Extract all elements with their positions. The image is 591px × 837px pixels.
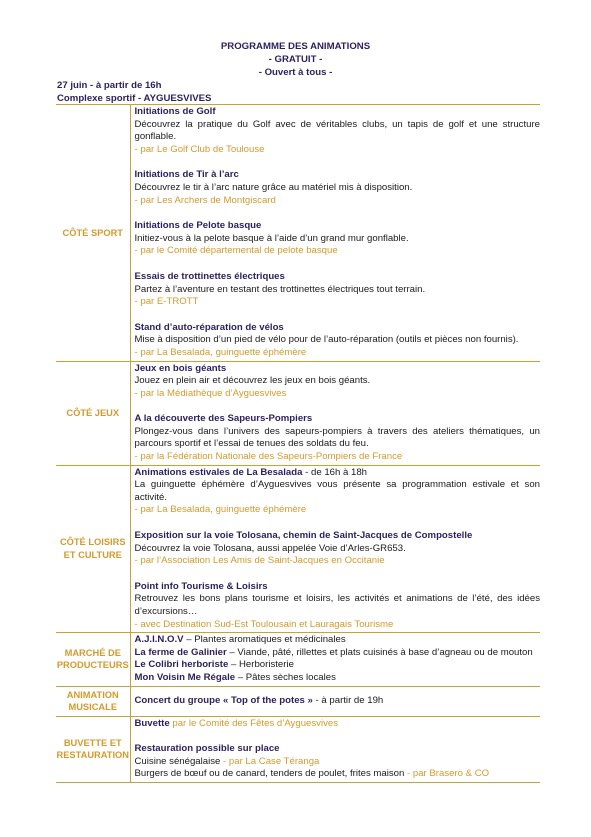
activity-title: A la découverte des Sapeurs-Pompiers <box>134 413 313 425</box>
activity-firefighters <box>135 413 541 463</box>
section-food <box>56 716 540 782</box>
activity-description: La guinguette éphémère d’Ayguesvives vous présente sa programmation estivale et son activité. <box>134 479 540 503</box>
activity-organizer: - avec Destination Sud-Est Toulousain et Lauragais Tourisme <box>134 618 394 630</box>
producer-products: – Pâtes sèches locales <box>235 671 336 683</box>
producer-name: Mon Voisin Me Régale <box>134 671 236 683</box>
section-games <box>56 361 540 465</box>
producer-name: A.J.I.N.O.V <box>134 634 184 646</box>
activity-tourism-info <box>135 581 541 631</box>
section-sport <box>56 105 540 362</box>
event-place: Complexe sportif - AYGUESVIVES <box>57 93 212 104</box>
category-music: ANIMATION MUSICALE <box>56 686 130 716</box>
activity-time: - de 16h à 18h <box>302 466 368 478</box>
activity-golf <box>135 106 541 156</box>
producer-row <box>135 672 541 685</box>
activity-description: Découvrez le tir à l’arc nature grâce au matériel mis à disposition. <box>134 181 413 193</box>
activity-pelote <box>135 220 541 258</box>
activity-description: Retrouvez les bons plans tourisme et loisirs, les activités et animations de l’été, des idées d’excursions… <box>134 593 540 617</box>
activity-organizer: - par Les Archers de Montgiscard <box>134 194 276 206</box>
producer-row <box>135 659 541 672</box>
activity-title: Essais de trottinettes électriques <box>134 270 285 282</box>
event-info <box>57 79 211 105</box>
category-games: CÔTÉ JEUX <box>56 361 130 465</box>
activity-archery <box>135 169 541 207</box>
program-table <box>56 104 540 783</box>
category-sport: CÔTÉ SPORT <box>56 105 130 362</box>
section-music-content <box>130 686 540 716</box>
program-title: PROGRAMME DES ANIMATIONS <box>220 41 371 52</box>
catering-info <box>135 743 541 781</box>
document-header <box>0 40 591 79</box>
section-market-producers <box>130 633 540 686</box>
producer-name: Le Colibri herboriste <box>134 659 229 671</box>
section-leisure-activities <box>130 465 540 633</box>
activity-title: Exposition sur la voie Tolosana, chemin de Saint-Jacques de Compostelle <box>134 530 473 542</box>
category-market: MARCHÉ DE PRODUCTEURS <box>56 633 130 686</box>
producer-row <box>135 634 541 647</box>
activity-description: Découvrez la pratique du Golf avec de véritables clubs, un tapis de golf et une structure gonflable. <box>134 118 540 143</box>
producer-products: – Herboristerie <box>228 659 294 671</box>
activity-description: Partez à l’aventure en testant des trottinettes électriques tout terrain. <box>134 283 426 295</box>
producer-products: – Viande, pâté, rillettes et plats cuisinés à base d’agneau ou de mouton <box>226 646 533 658</box>
activity-title: Initiations de Tir à l’arc <box>134 169 239 181</box>
category-food: BUVETTE ET RESTAURATION <box>56 716 130 782</box>
program-free-label: - GRATUIT - <box>268 54 323 65</box>
program-open-label: - Ouvert à tous - <box>258 67 333 78</box>
catering-provider: - par Brasero & CO <box>404 768 490 780</box>
bar-info <box>135 718 541 731</box>
section-sport-activities <box>130 105 540 362</box>
activity-organizer: - par Le Golf Club de Toulouse <box>134 143 265 155</box>
section-market <box>56 633 540 686</box>
activity-scooters <box>135 271 541 309</box>
activity-organizer: - par la Fédération Nationale des Sapeurs-Pompiers de France <box>134 451 403 463</box>
activity-organizer: - par le Comité départemental de pelote basque <box>134 245 338 257</box>
activity-organizer: - par l’Association Les Amis de Saint-Jacques en Occitanie <box>134 555 385 567</box>
section-leisure <box>56 465 540 633</box>
activity-besalada <box>135 467 541 517</box>
section-games-activities <box>130 361 540 465</box>
activity-tolosana <box>135 530 541 568</box>
activity-title: Stand d’auto-réparation de vélos <box>134 321 284 333</box>
concert-title: Concert du groupe « Top of the potes » - à partir de 19h <box>134 694 384 706</box>
activity-title: Jeux en bois géants <box>134 362 227 374</box>
category-leisure: CÔTÉ LOISIRS ET CULTURE <box>56 465 130 633</box>
activity-description: Découvrez la voie Tolosana, aussi appelée Voie d’Arles-GR653. <box>134 542 406 554</box>
bar-title: Buvette <box>134 717 170 729</box>
activity-description: Jouez en plein air et découvrez les jeux en bois géants. <box>134 375 371 387</box>
activity-bike-repair <box>135 322 541 360</box>
catering-option: Cuisine sénégalaise - par La Case Téranga <box>134 755 320 767</box>
activity-organizer: - par La Besalada, guinguette éphémère <box>134 346 307 358</box>
activity-title: Animations estivales de La Besalada - de 16h à 18h <box>134 466 368 478</box>
producer-row <box>135 647 541 660</box>
activity-organizer: - par E-TROTT <box>134 296 199 308</box>
activity-title: Initiations de Pelote basque <box>134 220 262 232</box>
section-food-content <box>130 716 540 782</box>
activity-description: Initiez-vous à la pelote basque à l’aide d’un grand mur gonflable. <box>134 232 409 244</box>
catering-option: Burgers de bœuf ou de canard, tenders de poulet, frites maison - par Brasero & CO <box>134 768 490 780</box>
activity-organizer: - par la Médiathèque d’Ayguesvives <box>134 387 287 399</box>
bar-organizer: par le Comité des Fêtes d’Ayguesvives <box>169 717 339 729</box>
section-music <box>56 686 540 716</box>
activity-title: Initiations de Golf <box>134 106 216 117</box>
activity-title: Point info Tourisme & Loisirs <box>134 580 268 592</box>
catering-provider: - par La Case Téranga <box>220 755 320 767</box>
catering-title: Restauration possible sur place <box>134 743 280 755</box>
concert-time: - à partir de 19h <box>312 694 384 706</box>
producer-products: – Plantes aromatiques et médicinales <box>183 634 346 646</box>
activity-description: Plongez-vous dans l’univers des sapeurs-pompiers à travers des ateliers thématiques, un parcours sportif et l’essai de tenues des soldats du feu. <box>134 425 540 450</box>
event-date: 27 juin - à partir de 16h <box>57 80 162 91</box>
activity-description: Mise à disposition d’un pied de vélo pour de l’auto-réparation (outils et pièces non fournis). <box>134 334 519 346</box>
producer-name: La ferme de Galinier <box>134 646 227 658</box>
activity-organizer: - par La Besalada, guinguette éphémère <box>134 504 307 516</box>
activity-wooden-games <box>135 363 541 401</box>
